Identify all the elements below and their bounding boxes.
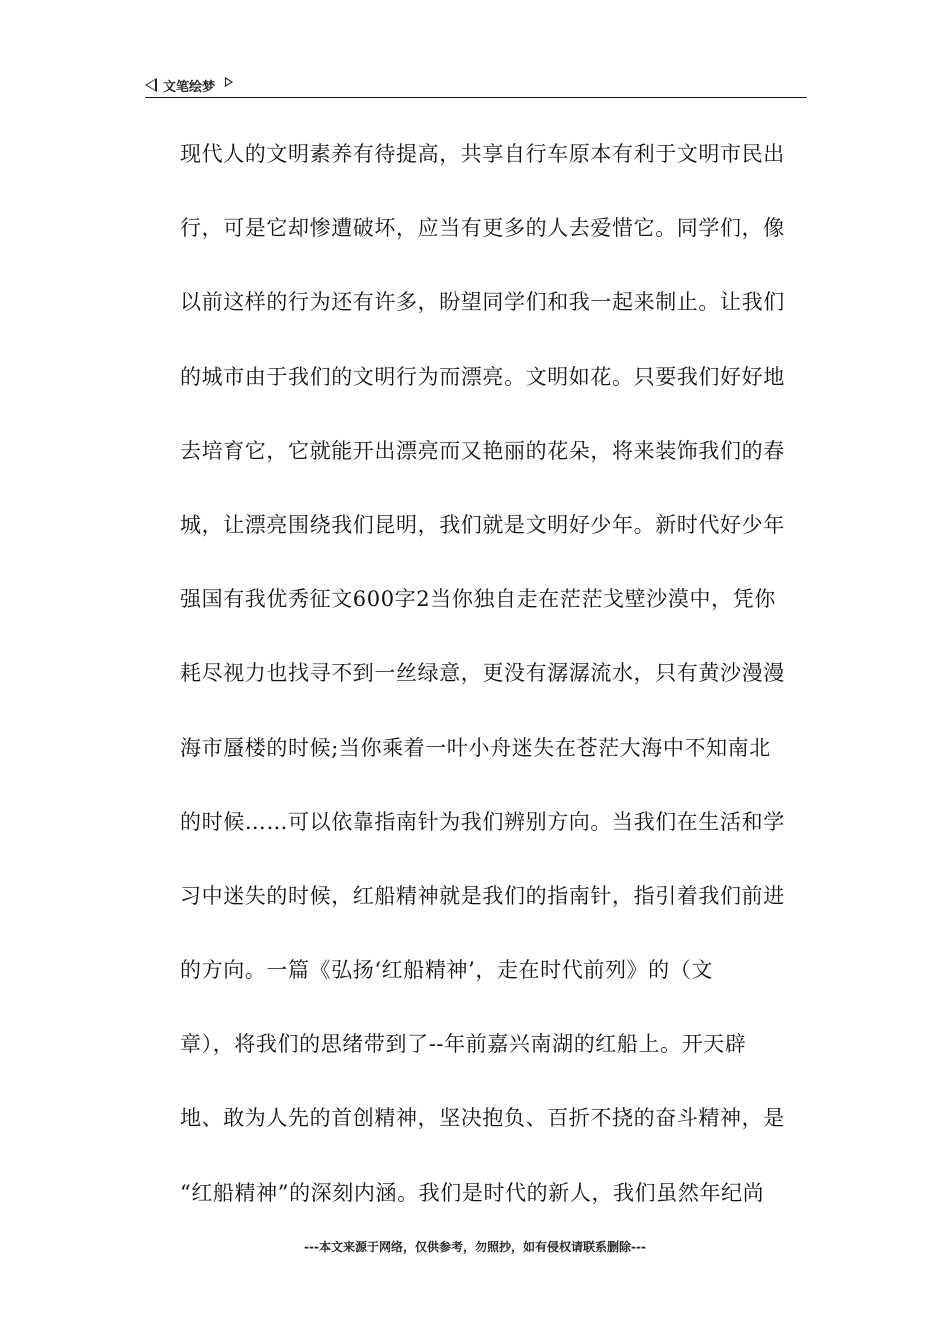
- text-line: 现代人的文明素养有待提高，共享自行车原本有利于文明市民出: [180, 142, 785, 166]
- text-line: 耗尽视力也找寻不到一丝绿意，更没有潺潺流水，只有黄沙漫漫: [180, 661, 785, 686]
- text-line: 习中迷失的时候，红船精神就是我们的指南针，指引着我们前进: [180, 883, 785, 908]
- text-line: 地、敢为人先的首创精神，坚决抱负、百折不挠的奋斗精神，是: [180, 1106, 785, 1131]
- text-line: 以前这样的行为还有许多，盼望同学们和我一起来制止。让我们: [180, 290, 785, 315]
- document-body: [180, 136, 810, 1249]
- triangle-right-icon: [225, 77, 233, 87]
- header-divider: [145, 97, 807, 98]
- header-title: 文笔绘梦: [163, 79, 216, 95]
- text-line: 城，让漂亮围绕我们昆明，我们就是文明好少年。新时代好少年: [180, 512, 785, 537]
- text-line: 行，可是它却惨遭破坏，应当有更多的人去爱惜它。同学们，像: [180, 216, 785, 241]
- footer-notice: ---本文来源于网络，仅供参考，勿照抄，如有侵权请联系删除---: [304, 1240, 646, 1254]
- text-line: 的方向。一篇《弘扬‘红船精神’，走在时代前列》的（文: [180, 958, 713, 983]
- page-header: [145, 74, 233, 96]
- text-line: 海市蜃楼的时候;当你乘着一叶小舟迷失在苍茫大海中不知南北: [180, 735, 771, 760]
- text-line: 的城市由于我们的文明行为而漂亮。文明如花。只要我们好好地: [180, 364, 785, 389]
- text-line: 强国有我优秀征文600字2当你独自走在茫茫戈壁沙漠中，凭你: [180, 587, 776, 612]
- text-line: 章），将我们的思绪带到了--年前嘉兴南湖的红船上。开天辟: [180, 1032, 747, 1057]
- text-line: 的时候……可以依靠指南针为我们辨别方向。当我们在生活和学: [180, 809, 785, 834]
- triangle-left-icon: [145, 78, 157, 92]
- text-line: 去培育它，它就能开出漂亮而又艳丽的花朵，将来装饰我们的春: [180, 438, 785, 463]
- text-line: “红船精神”的深刻内涵。我们是时代的新人，我们虽然年纪尚: [180, 1180, 765, 1205]
